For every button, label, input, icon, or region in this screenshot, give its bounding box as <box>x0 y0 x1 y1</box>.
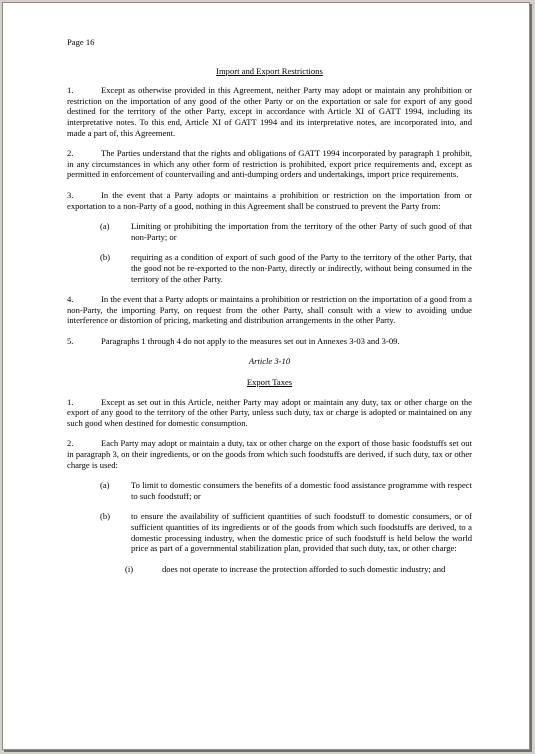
paragraph-number: 2. <box>67 438 74 449</box>
paragraph-number: 1. <box>67 85 74 96</box>
list-item-3b <box>67 252 472 284</box>
section-heading-import-export: Import and Export Restrictions <box>216 65 323 76</box>
page-number: Page 16 <box>67 37 95 47</box>
list-item-2a <box>67 480 472 501</box>
list-item-3a <box>67 221 472 242</box>
list-subitem-text: does not operate to increase the protection afforded to such domestic industry; and <box>162 563 446 574</box>
document-page <box>2 2 530 750</box>
list-subitem-label: (i) <box>125 563 134 574</box>
list-item-text: requiring as a condition of export of such good of the Party to the territory of the other Party, that the good not be re-exported to the non-Party, directly or indirectly, without being consumed in the territory of the other Party. <box>131 252 472 284</box>
paragraph-number: 4. <box>67 294 74 305</box>
paragraph-number: 1. <box>67 396 74 407</box>
paragraph-5 <box>67 336 472 347</box>
paragraph-text: In the event that a Party adopts or maintains a prohibition or restriction on the importation from or exportation to a non-Party of a good, nothing in this Agreement shall be construed to prevent the Party from: <box>67 189 472 211</box>
list-item-text: To limit to domestic consumers the benefits of a domestic food assistance programme with respect to such foodstuff; or <box>131 480 472 501</box>
paragraph-text: Each Party may adopt or maintain a duty, tax or other charge on the export of those basic foodstuffs set out in paragraph 3, on their ingredients, or on the goods from which such foodstuffs are derived, if such duty, tax or other charge is used: <box>67 438 472 470</box>
article-label: Article 3-10 <box>248 356 291 367</box>
paragraph-export-1 <box>67 397 472 429</box>
paragraph-4 <box>67 294 472 326</box>
page-content <box>67 37 472 584</box>
paragraph-number: 3. <box>67 189 74 200</box>
paragraph-text: In the event that a Party adopts or maintains a prohibition or restriction on the importation of a good from a non-Party, the importing Party, on request from the other Party, shall consult with a view to avoiding undue interference or distortion of pricing, marketing and distribution arrangements in the other Party. <box>67 294 472 326</box>
paragraph-2 <box>67 148 472 180</box>
list-item-label: (a) <box>100 221 110 232</box>
paragraph-text: The Parties understand that the rights and obligations of GATT 1994 incorporated by paragraph 1 prohibit, in any circumstances in which any other form of restriction is prohibited, export price requirements and, except as permitted in enforcement of countervailing and anti-dumping orders and undertakings, import price requirements. <box>67 148 472 180</box>
list-item-text: to ensure the availability of sufficient quantities of such foodstuff to domestic consumers, or of sufficient quantities of its ingredients or of the goods from which such foodstuffs are derived, to a domestic processing industry, when the domestic price of such foodstuff is held below the world price as part of a governmental stabilization plan, provided that such duty, tax, or other charge: <box>131 511 472 554</box>
paragraph-text: Paragraphs 1 through 4 do not apply to the measures set out in Annexes 3-03 and 3-09. <box>101 335 400 346</box>
paragraph-3 <box>67 190 472 211</box>
list-item-2b <box>67 511 472 553</box>
list-item-label: (a) <box>100 480 110 491</box>
list-item-text: Limiting or prohibiting the importation from the territory of the other Party of such good of that non-Party; or <box>131 221 472 242</box>
list-subitem-i <box>67 564 472 575</box>
list-item-label: (b) <box>100 511 111 522</box>
paragraph-number: 2. <box>67 148 74 159</box>
paragraph-export-2 <box>67 438 472 470</box>
paragraph-number: 5. <box>67 335 74 346</box>
paragraph-text: Except as set out in this Article, neither Party may adopt or maintain any duty, tax or other charge on the export of any good to the territory of the other Party, unless such duty, tax or charge is adopted or maintained on any such good when destined for domestic consumption. <box>67 396 472 428</box>
list-item-label: (b) <box>100 252 111 263</box>
paragraph-text: Except as otherwise provided in this Agreement, neither Party may adopt or maintain any prohibition or restriction on the importation of any good of the other Party or on the exportation or sale for export of any good destined for the territory of the other Party, except in accordance with Article XI of GATT 1994, including its interpretative notes. To this end, Article XI of GATT 1994 and its interpretative notes, are incorporated into, and made a part of, this Agreement. <box>67 85 472 138</box>
paragraph-1 <box>67 85 472 138</box>
section-heading-export-taxes: Export Taxes <box>246 377 293 388</box>
